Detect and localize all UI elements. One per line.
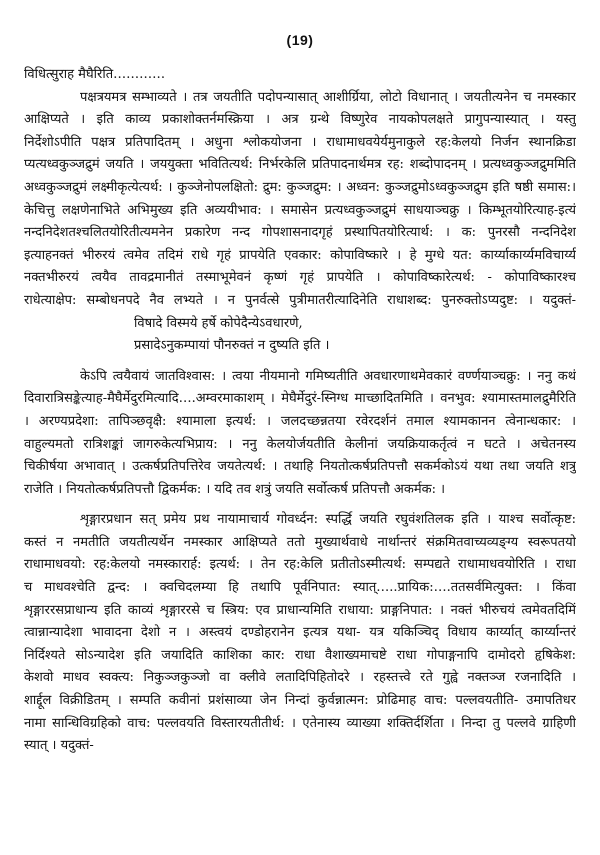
page-body: [24, 64, 576, 758]
verse-line: प्रसादेऽनुकम्पायां पौनरुक्तं न दुष्यति इति ।: [134, 338, 330, 354]
text-line: चिकीर्षया अभावात् । उत्कर्षप्रतिपत्तिरेव जयतेत्यर्थ: । तथाहि नियतोत्कर्षप्रतिपत्तौ सकर्मकोऽयं यथा तथा जयति शत्रु: [24, 459, 576, 475]
text-line: शार्द्दूल विक्रीडितम् । सम्पति कवीनां प्रशंसाव्या जेन निन्दां कुर्वन्नात्मन: प्रोढिमाह वाच: पल्लवयतीति- उमापतिधर: [24, 693, 576, 709]
text-line: केऽपि त्वयैवायं जातविश्वास: । त्वया नीयमानो गमिष्यतीति अवधारणाथमेवकारं वर्ण्णयाञ्चक्रु: । ननु कथं: [80, 368, 576, 384]
text-line: अध्वकुञ्जद्रुमं लक्ष्मीकृत्येत्यर्थ: । कुञ्जेनोपलक्षितो: द्रुम: कुञ्जद्रुम: । अध्वन: कुञ्जद्रुमोऽध्वकुञ्जद्रुम इति षष्ठी समास:।: [24, 179, 576, 195]
paragraph-gap: [24, 501, 576, 509]
text-line: कस्तं न नमतीति जयतीत्यर्थेन नमस्कार आक्षिप्यते ततो मुख्यार्थवाधे नार्थान्तरं संक्रमितवाच्यव्यङ्ग्य स्वरूपतयो: [24, 534, 576, 550]
text-line: राधेत्याक्षेप: सम्बोधनपदे नैव लभ्यते । न पुनर्वत्से पुत्रीमातरीत्यादिनेति राधाशब्द: पुनरुक्तोऽप्यदुष्ट: । यदुक्तं-: [24, 292, 576, 308]
text-line: केचित्तु लक्षणेनाभिते अभिमुख्य इति अव्ययीभाव: । समासेन प्रत्यध्वकुञ्जद्रुमं साधयाञ्चक्रु । किम्भूतयोरित्याह-इत्यं: [24, 202, 576, 218]
text-line: । अरण्यप्रदेशा: तापिञ्छवृक्षै: श्यामाला इत्यर्थ: । जलदच्छन्नतया रवेरदर्शनं तमाल श्यामकानन त्वेनान्धकार: ।: [24, 413, 576, 429]
text-line: दिवारात्रिसङ्केत्याह-मैघैर्मेदुरमित्यादि….अम्वरमाकाशम् । मेघैर्मेदुरं-स्निग्ध माच्छादितमिति । वनभुव: श्यामास्तमालद्रुमैरिति: [24, 391, 576, 407]
text-line: राधामाधवयो: रह:केलयो नमस्कारार्ह: इत्यर्थ: । तेन रह:केलि प्रतीतोऽस्मीत्यर्थ: सम्पद्यते राधामाधवयोरिति । राधा: [24, 557, 576, 573]
paragraph-gap: [24, 358, 576, 366]
text-line: निर्दिश्यते सोऽन्यादेश इति जयादिति काशिका कार: राधा वैशाख्यमाचष्टे राधा गोपाङ्गनापि दामोदरो हृषिकेश:: [24, 647, 576, 663]
text-line: केशवो माधव स्वक्त्य: निकुञ्जकुञ्जो वा क्लीवे लतादिपिहितोदरे । रहस्तत्त्वे रते गुह्वे नक्तञ्ज रजनादिति ।: [24, 670, 576, 686]
text-line: प्यत्यध्वकुञ्जद्रुमं जयति । जययुक्ता भवितित्यर्थ: निर्भरकेलि प्रतिपादनार्थमत्र रह: शब्दोपादनम् । प्रत्यध्वकुञ्जद्रुममिति: [24, 157, 576, 173]
text-line: त्वान्नान्यादेशा भावादना देशो न । अस्त्वयं दण्डोहरानेन इत्यत्र यथा- यत्र यकिञ्चिद् विधाय कार्य्यात् कार्य्यान्तरं: [24, 625, 576, 641]
text-line: राजेति । नियतोत्कर्षप्रतिपत्तौ द्विकर्मक: । यदि तव शत्रुं जयति सर्वोत्कर्ष प्रतिपत्तौ अकर्मक: ।: [24, 481, 446, 497]
text-line: इत्याहनक्तं भीरुरयं त्वमेव तदिमं राधे गृहं प्रापयेति एवकार: कोपाविष्कारे । हे मुग्धे यत: कार्य्याकार्य्यमविचार्य्य: [24, 247, 576, 263]
verse-line: विषादे विस्मये हर्षे कोपेदैन्येऽवधारणे,: [134, 315, 303, 331]
text-line: निर्देशोऽपीति पक्षत्र प्रतिपादितम् । अधुना श्लोकयोजना । राधामाधवयेर्यमुनाकुले रह:केलयो निर्जन स्थानक्रिडा: [24, 134, 576, 150]
text-line: स्यात् । यदुक्तं-: [24, 738, 94, 754]
text-line: नक्तभीरुरयं त्वयैव तावद्रमानीतं तस्माभूमेवनं कृष्णं गृहं प्रापयेति । कोपाविष्कारेत्यर्थ: - कोपाविष्कारश्च: [24, 270, 576, 286]
text-line: शृङ्गारप्रधान सत् प्रमेय प्रथ नायामाचार्य गोवर्ध्दन: स्पर्द्धि जयति रघुवंशतिलक इति । याश्च सर्वोत्कृष्ट:: [80, 512, 576, 528]
text-line: पक्षत्रयमत्र सम्भाव्यते । तत्र जयतीति पदोपन्यासात् आशीर्ग्रिया, लोटो विधानात् । जयतीत्यनेन च नमस्कार: [80, 89, 576, 105]
text-line: नामा सान्धिविग्रहिको वाच: पल्लवयति विस्तारयतीतीर्थ: । एतेनास्य व्याख्या शक्तिर्दर्शिता । निन्दा तु पल्लवे ग्राहिणी: [24, 715, 576, 731]
text-line: वाहुल्यमतो रात्रिशङ्कां जागरुकेत्यभिप्राय: । ननु केलयोर्जयतीति केलीनां जयक्रियाकर्तृत्वं न घटते । अचेतनस्य: [24, 436, 576, 452]
page-number: (19): [286, 32, 314, 48]
text-line: शृङ्गाररसप्राधान्य इति काव्यं शृङ्गाररसे च स्त्रिय: एव प्राधान्यमिति राधाया: प्राङ्गनिपात: । नक्तं भीरुचयं त्वमेवतदिमिं: [24, 602, 576, 618]
text-line: आक्षिप्यते । इति काव्य प्रकाशोक्तर्नमस्क्रिया । अत्र ग्रन्थे विष्णुरेव नायकोपलक्षते प्रागुपन्यास्यात् । यस्तु: [24, 112, 576, 128]
text-line: विधित्सुराह मैघैरिति…………: [24, 67, 166, 82]
text-line: नन्दनिदेशतश्चलितयोरितीत्यमनेन प्रकारेण नन्द गोपशासनादगृहं प्रस्थापितयोरित्यार्थ: । क: पुनरसौ नन्दनिदेश: [24, 225, 576, 241]
text-line: च माधवश्चेति द्वन्द: । क्वचिदलम्या हि तथापि पूर्वनिपात: स्यात्…..प्रायिक:….ततसर्वमित्युक्त: । किंवा: [24, 580, 576, 596]
